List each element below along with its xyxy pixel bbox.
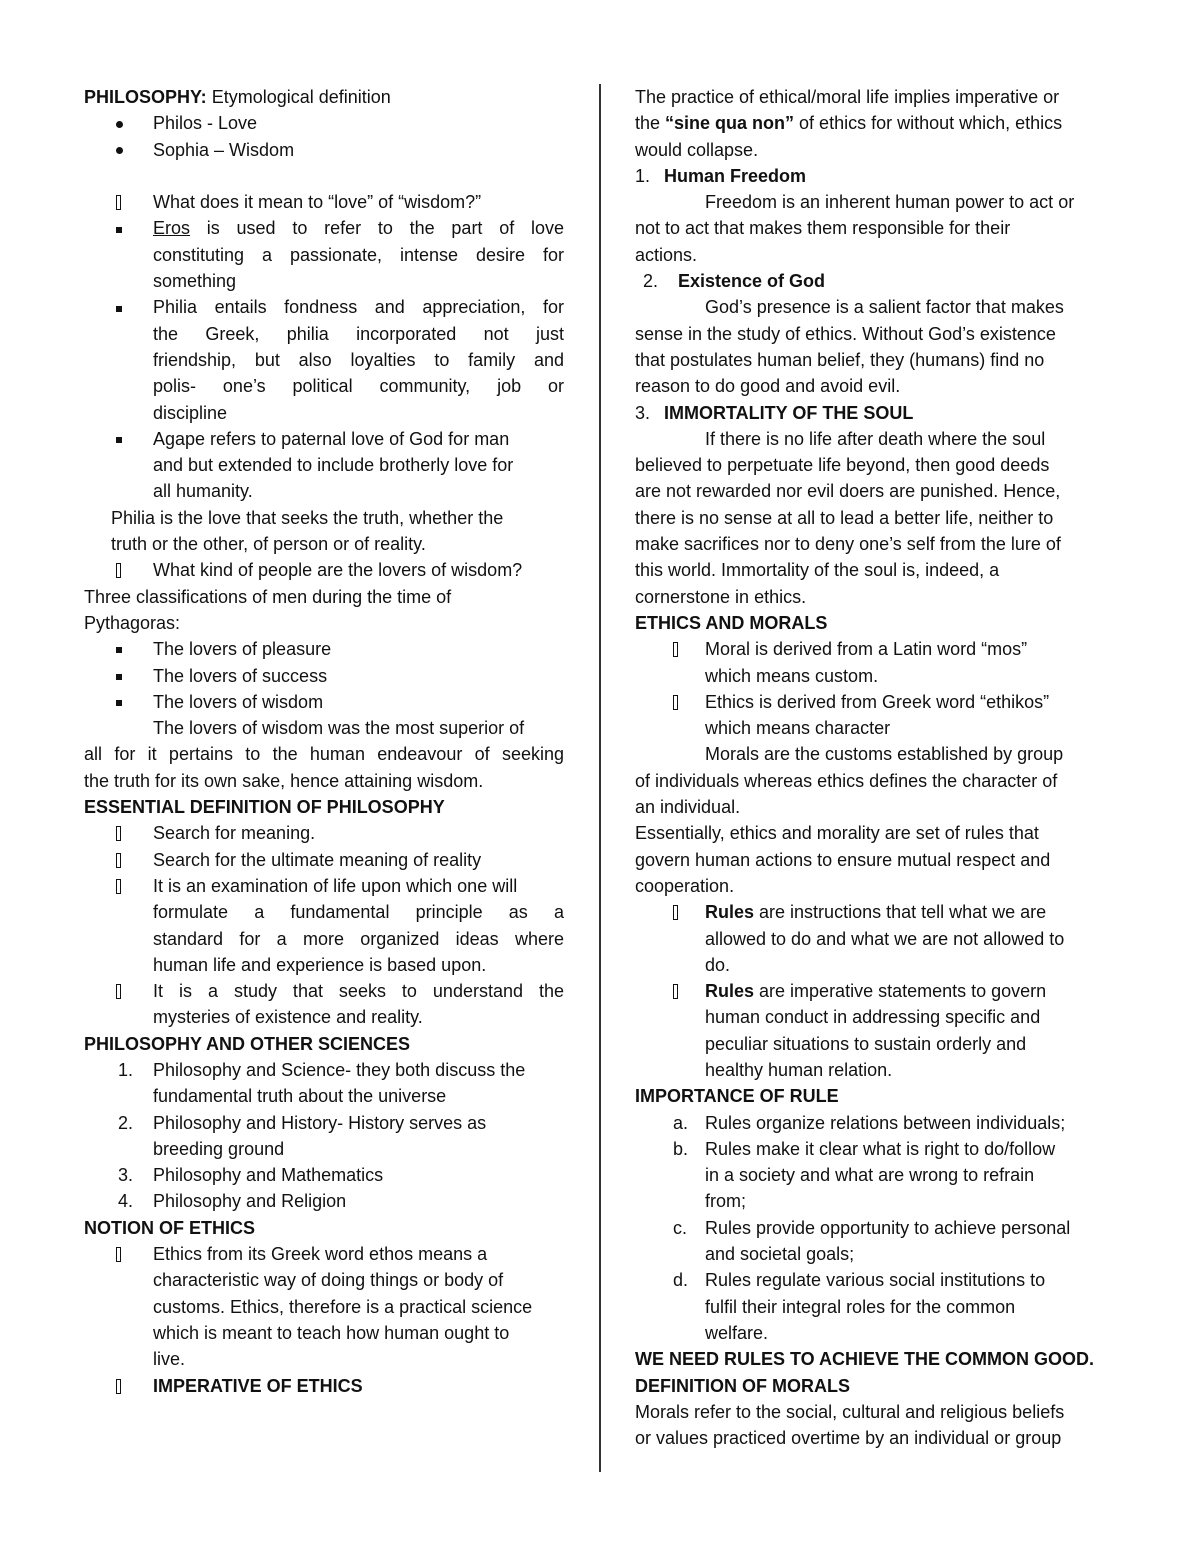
bullet-square-icon — [116, 636, 136, 662]
list-item: Sophia – Wisdom — [84, 137, 564, 163]
text-line: If there is no life after death where the soul — [705, 428, 1046, 449]
list-item: Ethics from its Greek word ethos means a — [84, 1241, 564, 1267]
bullet-square-icon — [116, 663, 136, 689]
column-divider — [599, 84, 601, 1472]
right-column — [635, 84, 1117, 1451]
bullet-square-icon — [116, 426, 136, 452]
text-line: not to act that makes them responsible for their — [635, 218, 1011, 239]
human-freedom-heading: Human Freedom — [664, 165, 807, 186]
text-line: which means character — [705, 718, 891, 739]
text-line: fundamental truth about the universe — [153, 1086, 447, 1107]
list-number: 4. — [118, 1191, 134, 1212]
text-line: there is no sense at all to lead a better life, neither to — [635, 507, 1054, 528]
list-number: 3. — [635, 402, 651, 423]
other-sciences-heading: PHILOSOPHY AND OTHER SCIENCES — [84, 1033, 411, 1054]
imperative-heading: IMPERATIVE OF ETHICS — [153, 1375, 363, 1396]
missing-glyph-icon — [673, 689, 693, 715]
text-line: believed to perpetuate life beyond, then good deeds — [635, 455, 1050, 476]
text-line: that postulates human belief, they (humans) find no — [635, 349, 1045, 370]
ethics-and-morals-heading: ETHICS AND MORALS — [635, 612, 828, 633]
text-line: human life and experience is based upon. — [153, 954, 487, 975]
list-item: Moral is derived from a Latin word “mos” — [635, 636, 1117, 662]
text-line: mysteries of existence and reality. — [153, 1007, 423, 1028]
list-item: What kind of people are the lovers of wisdom? — [84, 557, 564, 583]
list-item: Search for the ultimate meaning of reality — [84, 847, 564, 873]
text-line: reason to do good and avoid evil. — [635, 376, 901, 397]
text-line: make sacrifices nor to deny one’s self from the lure of — [635, 534, 1061, 555]
list-item: Search for meaning. — [84, 820, 564, 846]
text-line: standard for a more organized ideas where — [153, 928, 564, 949]
text-line: an individual. — [635, 797, 741, 818]
text-line: peculiar situations to sustain orderly and — [705, 1033, 1027, 1054]
text-line: formulate a fundamental principle as a — [153, 902, 564, 923]
text-line: breeding ground — [153, 1138, 285, 1159]
human-freedom-heading-line — [635, 163, 1117, 189]
text-line: do. — [705, 954, 731, 975]
text-line: all humanity. — [153, 481, 253, 502]
list-item: Philos - Love — [84, 110, 564, 136]
list-item: a. Rules organize relations between individuals; — [635, 1110, 1117, 1136]
philosophy-heading: PHILOSOPHY: — [84, 87, 207, 107]
list-item: What does it mean to “love” of “wisdom?” — [84, 189, 564, 215]
list-letter: a. — [673, 1112, 689, 1133]
list-item: 4. Philosophy and Religion — [84, 1188, 564, 1214]
list-item: Eros is used to refer to the part of love — [84, 215, 564, 241]
rules-term: Rules — [705, 981, 755, 1002]
missing-glyph-icon — [116, 1241, 136, 1267]
missing-glyph-icon — [116, 189, 136, 215]
text-line: God’s presence is a salient factor that makes — [705, 297, 1064, 318]
missing-glyph-icon — [673, 978, 693, 1004]
text-line: Three classifications of men during the time of — [84, 586, 452, 607]
text-line: something — [153, 271, 237, 292]
text-line: truth or the other, of person or of reality. — [111, 534, 426, 555]
missing-glyph-icon — [116, 847, 136, 873]
list-letter: d. — [673, 1270, 689, 1291]
missing-glyph-icon — [673, 636, 693, 662]
bullet-dot-icon — [116, 110, 136, 136]
text-line: constituting a passionate, intense desire for — [153, 244, 564, 265]
text-line: are not rewarded nor evil doers are punished. Hence, — [635, 481, 1061, 502]
existence-of-god-heading: Existence of God — [678, 271, 826, 292]
rules-term: Rules — [705, 902, 755, 923]
list-number: 1. — [118, 1059, 134, 1080]
missing-glyph-icon — [116, 557, 136, 583]
text-line: of individuals whereas ethics defines the character of — [635, 770, 1058, 791]
list-item: Agape refers to paternal love of God for man — [84, 426, 564, 452]
text-line: live. — [153, 1349, 186, 1370]
philosophy-heading-line — [84, 84, 564, 110]
text-line: human conduct in addressing specific and — [705, 1007, 1041, 1028]
text-line: the truth for its own sake, hence attaining wisdom. — [84, 770, 484, 791]
list-item: It is a study that seeks to understand the — [84, 978, 564, 1004]
list-item: The lovers of pleasure — [84, 636, 564, 662]
philosophy-subheading: Etymological definition — [206, 87, 391, 107]
text-line: from; — [705, 1191, 747, 1212]
essential-definition-heading: ESSENTIAL DEFINITION OF PHILOSOPHY — [84, 797, 445, 818]
text-line: actions. — [635, 244, 698, 265]
left-column — [84, 84, 564, 1399]
text-line: discipline — [153, 402, 228, 423]
list-item: d. Rules regulate various social institutions to — [635, 1267, 1117, 1293]
importance-of-rule-heading: IMPORTANCE OF RULE — [635, 1086, 839, 1107]
list-item: 3. Philosophy and Mathematics — [84, 1162, 564, 1188]
missing-glyph-icon — [116, 978, 136, 1004]
bullet-dot-icon — [116, 137, 136, 163]
missing-glyph-icon — [673, 899, 693, 925]
text-line: welfare. — [705, 1322, 769, 1343]
list-item: c. Rules provide opportunity to achieve personal — [635, 1215, 1117, 1241]
text-line: in a society and what are wrong to refrain — [705, 1165, 1035, 1186]
text-line: Essentially, ethics and morality are set of rules that — [635, 823, 1039, 844]
text-line: this world. Immortality of the soul is, indeed, a — [635, 560, 1000, 581]
list-number: 1. — [635, 165, 651, 186]
text-line: Pythagoras: — [84, 612, 181, 633]
text-line: cooperation. — [635, 875, 735, 896]
eros-term: Eros — [153, 218, 191, 239]
text-line: would collapse. — [635, 139, 759, 160]
list-number: 3. — [118, 1165, 134, 1186]
text-line: customs. Ethics, therefore is a practical science — [153, 1296, 533, 1317]
definition-of-morals-heading: DEFINITION OF MORALS — [635, 1375, 850, 1396]
text-line: sense in the study of ethics. Without God’s existence — [635, 323, 1056, 344]
text-line: allowed to do and what we are not allowed to — [705, 928, 1065, 949]
text-line: Philia is the love that seeks the truth, whether the — [111, 507, 504, 528]
list-item: Rules are imperative statements to govern — [635, 978, 1117, 1004]
missing-glyph-icon — [116, 820, 136, 846]
text-line: or values practiced overtime by an individual or group — [635, 1428, 1062, 1449]
list-number: 2. — [643, 271, 659, 292]
list-number: 2. — [118, 1112, 134, 1133]
list-item: It is an examination of life upon which one will — [84, 873, 564, 899]
text-line: which is meant to teach how human ought to — [153, 1322, 510, 1343]
bullet-square-icon — [116, 215, 136, 241]
bullet-square-icon — [116, 689, 136, 715]
text-line: Morals refer to the social, cultural and religious beliefs — [635, 1401, 1065, 1422]
text-line: and societal goals; — [705, 1244, 855, 1265]
text-line: friendship, but also loyalties to family and — [153, 349, 564, 370]
text-line: polis- one’s political community, job or — [153, 376, 564, 397]
list-item: 1. Philosophy and Science- they both discuss the — [84, 1057, 564, 1083]
existence-of-god-heading-line — [635, 268, 1117, 294]
text-line: which means custom. — [705, 665, 879, 686]
text-line: and but extended to include brotherly love for — [153, 455, 514, 476]
text-line: fulfil their integral roles for the common — [705, 1296, 1016, 1317]
text-line: The lovers of wisdom was the most superior of — [153, 718, 525, 739]
text-line: characteristic way of doing things or body of — [153, 1270, 504, 1291]
list-item: The lovers of wisdom — [84, 689, 564, 715]
text-line: Freedom is an inherent human power to act or — [705, 192, 1075, 213]
missing-glyph-icon — [116, 873, 136, 899]
list-item: b. Rules make it clear what is right to do/follow — [635, 1136, 1117, 1162]
list-letter: b. — [673, 1138, 689, 1159]
list-letter: c. — [673, 1217, 688, 1238]
text-line: The practice of ethical/moral life implies imperative or — [635, 87, 1060, 107]
text-line: the “sine qua non” of ethics for without which, ethics — [635, 113, 1063, 134]
list-item: Philia entails fondness and appreciation, for — [84, 294, 564, 320]
immortality-heading: IMMORTALITY OF THE SOUL — [664, 402, 914, 423]
text-line: the Greek, philia incorporated not just — [153, 323, 564, 344]
list-item: Rules are instructions that tell what we are — [635, 899, 1117, 925]
text-line: govern human actions to ensure mutual respect and — [635, 849, 1051, 870]
text-line: cornerstone in ethics. — [635, 586, 807, 607]
missing-glyph-icon — [116, 1373, 136, 1399]
immortality-heading-line — [635, 400, 1117, 426]
list-item — [84, 1373, 564, 1399]
list-item: The lovers of success — [84, 663, 564, 689]
text-line: all for it pertains to the human endeavour of seeking — [84, 744, 564, 765]
bullet-square-icon — [116, 294, 136, 320]
list-item: Ethics is derived from Greek word “ethikos” — [635, 689, 1117, 715]
text-line: healthy human relation. — [705, 1059, 893, 1080]
notion-of-ethics-heading: NOTION OF ETHICS — [84, 1217, 255, 1238]
text-line: Morals are the customs established by group — [705, 744, 1064, 765]
need-rules-heading: WE NEED RULES TO ACHIEVE THE COMMON GOOD. — [635, 1349, 1095, 1370]
list-item: 2. Philosophy and History- History serves as — [84, 1110, 564, 1136]
sine-qua-non-term: “sine qua non” — [665, 113, 795, 134]
